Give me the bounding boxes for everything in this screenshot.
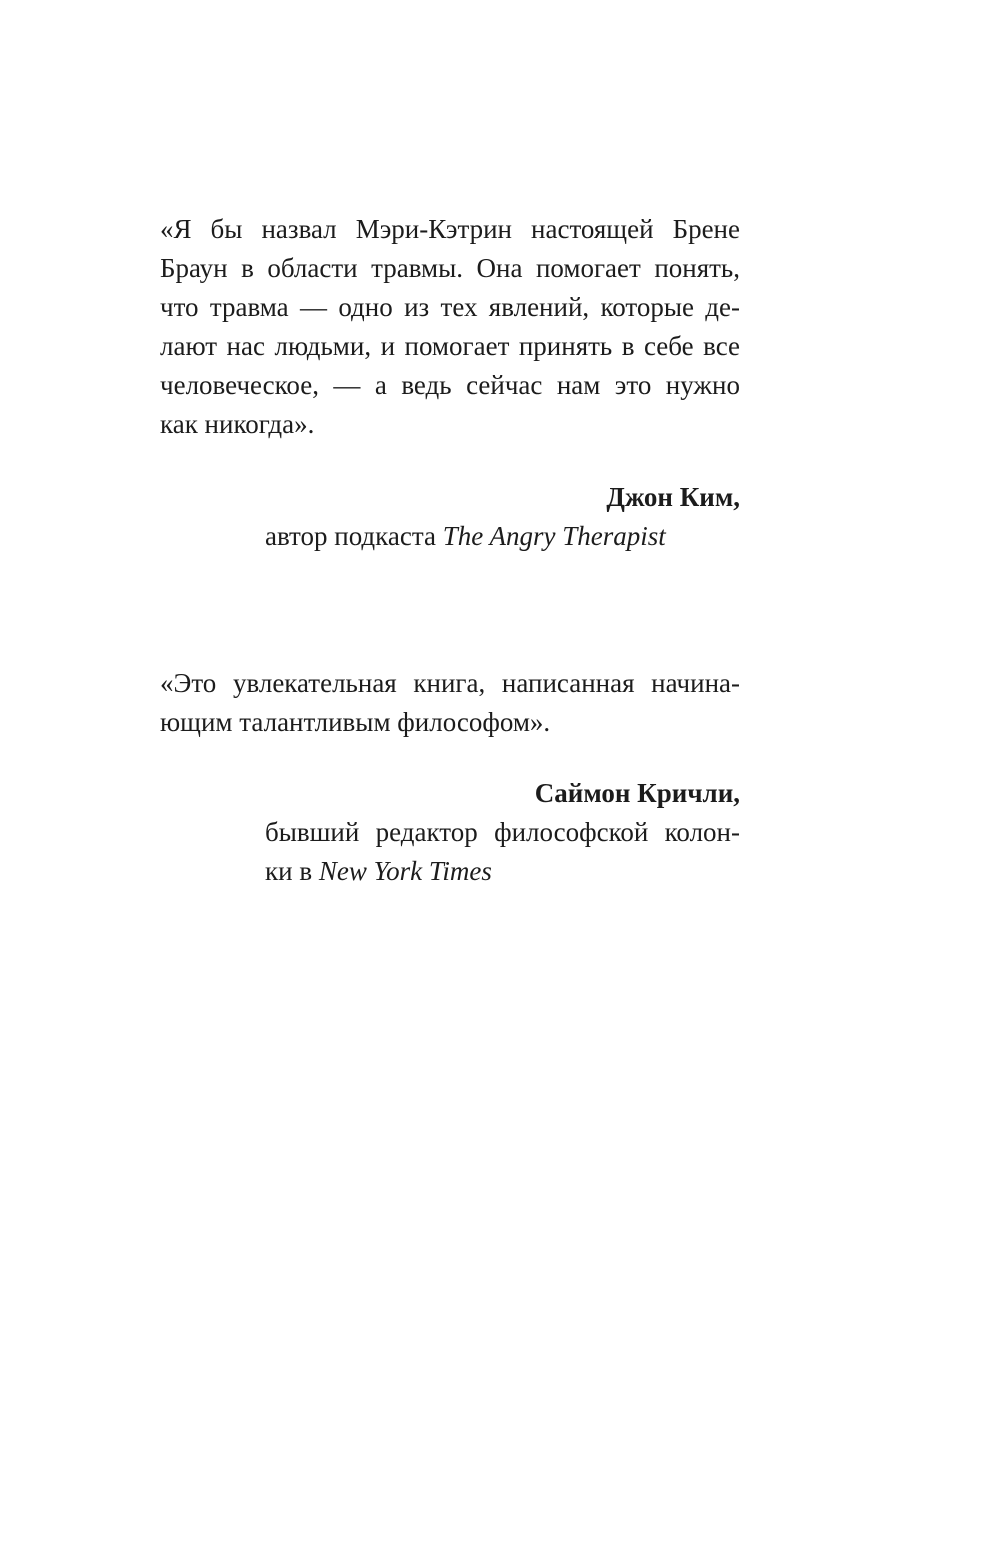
attribution-2-name: Саймон Кричли, xyxy=(534,778,740,808)
quote-block-2 xyxy=(160,664,740,742)
quote-1-line-4: лают нас людьми, и помогает принять в себе все xyxy=(160,331,740,361)
attribution-1-role-podcast-title: The Angry Therapist xyxy=(442,521,666,551)
quote-1-line-5: человеческое, — а ведь сейчас нам это нужно xyxy=(160,370,740,400)
attribution-1-role xyxy=(265,517,740,556)
attribution-1-name: Джон Ким, xyxy=(606,482,740,512)
attribution-2-role-line-2 xyxy=(265,852,740,891)
attribution-block-2 xyxy=(160,774,740,891)
attribution-2-role-line-1: бывший редактор философской колон- xyxy=(265,817,740,847)
attribution-2-role-newspaper-title: New York Times xyxy=(318,856,492,886)
attribution-block-1 xyxy=(160,478,740,556)
quote-1-line-2: Браун в области травмы. Она помогает понять, xyxy=(160,253,740,283)
quote-2-line-2: ющим талантливым философом». xyxy=(160,707,551,737)
quote-1-line-3: что травма — одно из тех явлений, которые де- xyxy=(160,292,740,322)
quote-1-line-6: как никогда». xyxy=(160,409,315,439)
quote-2-line-1: «Это увлекательная книга, написанная начина- xyxy=(160,668,740,698)
quote-1-line-1: «Я бы назвал Мэри-Кэтрин настоящей Брене xyxy=(160,214,740,244)
attribution-2-role-text: ки в xyxy=(265,856,319,886)
quote-block-1 xyxy=(160,210,740,444)
attribution-1-role-text: автор подкаста xyxy=(265,521,443,551)
